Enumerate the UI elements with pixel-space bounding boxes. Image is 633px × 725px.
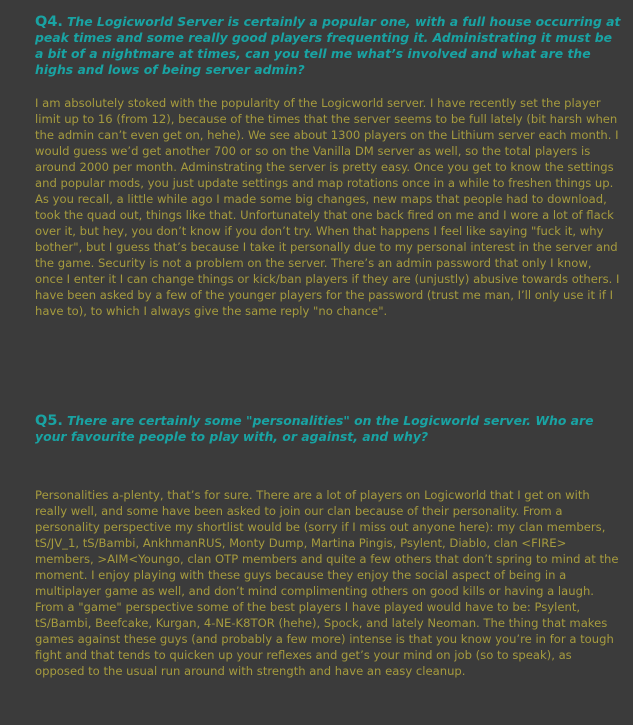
question-5-label: Q5.	[35, 413, 63, 429]
question-4-text: The Logicworld Server is certainly a popular one, with a full house occurring at peak times and some really good players frequenting it. Administrating it must be a bit of a nightmare at times, can you tell me what’s involved and what are the highs and lows of being server admin?	[35, 14, 621, 77]
answer-5: Personalities a-plenty, that’s for sure. There are a lot of players on Logicworld that I get on with really well, and some have been asked to join our clan because of their personality. From a personality perspective my shortlist would be (sorry if I miss out anyone here): my clan members, tS/JV_1, tS/Bambi, AnkhmanRUS, Monty Dump, Martina Pingis, Psylent, Diablo, clan <FIRE> members, >AIM<Youngo, clan OTP members and quite a few others that don’t spring to mind at the moment. I enjoy playing with these guys because they enjoy the social aspect of being in a multiplayer game as well, and don’t mind complimenting others on good kills or having a laugh. From a "game" perspective some of the best players I have played would have to be: Psylent, tS/Bambi, Beefcake, Kurgan, 4-NE-K8TOR (hehe), Spock, and lately Neoman. The thing that makes games against these guys (and probably a few more) intense is that you know you’re in for a tough fight and that tends to quicken up your reflexes and get’s your mind on job (so to speak), as opposed to the usual run around with strength and have an easy cleanup.	[35, 488, 619, 678]
answer-4: I am absolutely stoked with the popularity of the Logicworld server. I have recently set the player limit up to 16 (from 12), because of the times that the server seems to be full lately (bit harsh when the admin can’t even get on, hehe). We see about 1300 players on the Lithium server each month. I would guess we’d get another 700 or so on the Vanilla DM server as well, so the total players is around 2000 per month. Adminstrating the server is pretty easy. Once you get to know the settings and popular mods, you just update settings and map rotations once in a while to freshen things up. As you recall, a little while ago I made some big changes, new maps that people had to download, took the quad out, things like that. Unfortunately that one back fired on me and I wore a lot of flack over it, but hey, you don’t know if you don’t try. When that happens I feel like saying "fuck it, why bother", but I guess that’s because I take it personally due to my personal interest in the server and the game. Security is not a problem on the server. There’s an admin password that only I know, once I enter it I can change things or kick/ban players if they are (unjustly) abusive towards others. I have been asked by a few of the younger players for the password (trust me man, I’ll only use it if I have to), to which I always give the same reply "no chance".	[35, 96, 620, 318]
question-4-label: Q4.	[35, 14, 63, 30]
question-5-text: There are certainly some "personalities" on the Logicworld server. Who are your favourite people to play with, or against, and why?	[35, 413, 594, 444]
question-5	[35, 413, 623, 445]
question-4	[35, 14, 623, 78]
